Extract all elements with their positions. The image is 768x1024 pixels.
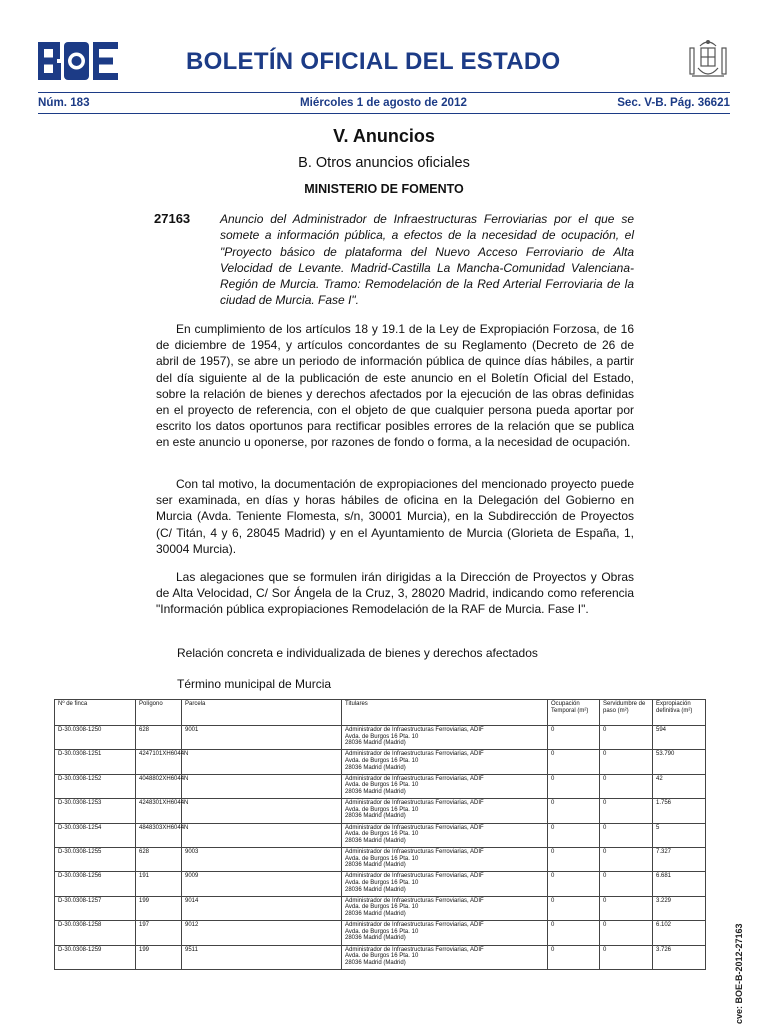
table-row bbox=[55, 872, 706, 896]
table-row bbox=[55, 847, 706, 871]
cell-servidumbre: 0 bbox=[600, 799, 653, 823]
header-expropiacion: Expropiación definitiva (m²) bbox=[653, 700, 706, 726]
cell-ocupacion: 0 bbox=[548, 896, 600, 920]
cell-servidumbre: 0 bbox=[600, 896, 653, 920]
titular-line: 28036 Madrid (Madrid) bbox=[345, 935, 406, 942]
titular-line: Avda. de Burgos 16 Pta. 10 bbox=[345, 879, 419, 886]
cell-poligono: 199 bbox=[136, 945, 182, 969]
cell-servidumbre: 0 bbox=[600, 921, 653, 945]
announcement-number: 27163 bbox=[154, 211, 191, 226]
cell-ocupacion: 0 bbox=[548, 750, 600, 774]
cell-titulares bbox=[342, 945, 548, 969]
titular-line: Avda. de Burgos 16 Pta. 10 bbox=[345, 904, 419, 911]
cell-poligono: 628 bbox=[136, 726, 182, 750]
cell-expropiacion: 6.681 bbox=[653, 872, 706, 896]
titular-line: 28036 Madrid (Madrid) bbox=[345, 959, 406, 966]
boe-logo bbox=[38, 42, 118, 80]
titular-line: 28036 Madrid (Madrid) bbox=[345, 862, 406, 869]
titular-line: Avda. de Burgos 16 Pta. 10 bbox=[345, 733, 419, 740]
titular-line: Administrador de Infraestructuras Ferroviarias, ADIF bbox=[345, 873, 484, 880]
cell-parcela bbox=[182, 823, 342, 847]
cell-ocupacion: 0 bbox=[548, 921, 600, 945]
cell-expropiacion: 7.327 bbox=[653, 847, 706, 871]
titular-line: Administrador de Infraestructuras Ferroviarias, ADIF bbox=[345, 897, 484, 904]
cell-expropiacion: 3.726 bbox=[653, 945, 706, 969]
cell-ocupacion: 0 bbox=[548, 823, 600, 847]
titular-line: 28036 Madrid (Madrid) bbox=[345, 837, 406, 844]
titular-line: 28036 Madrid (Madrid) bbox=[345, 764, 406, 771]
cell-parcela bbox=[182, 750, 342, 774]
cell-titulares bbox=[342, 774, 548, 798]
cell-poligono: 628 bbox=[136, 847, 182, 871]
titular-line: Administrador de Infraestructuras Ferroviarias, ADIF bbox=[345, 946, 484, 953]
table-header-row bbox=[55, 700, 706, 726]
table-row bbox=[55, 823, 706, 847]
titular-line: 28036 Madrid (Madrid) bbox=[345, 910, 406, 917]
table-row bbox=[55, 921, 706, 945]
titular-line: Avda. de Burgos 16 Pta. 10 bbox=[345, 953, 419, 960]
table-row bbox=[55, 945, 706, 969]
cell-titulares bbox=[342, 847, 548, 871]
titular-line: Avda. de Burgos 16 Pta. 10 bbox=[345, 831, 419, 838]
cell-servidumbre: 0 bbox=[600, 750, 653, 774]
titular-line: Administrador de Infraestructuras Ferroviarias, ADIF bbox=[345, 824, 484, 831]
table-row bbox=[55, 726, 706, 750]
cell-expropiacion: 53.790 bbox=[653, 750, 706, 774]
cell-ocupacion: 0 bbox=[548, 774, 600, 798]
cell-parcela: 9012 bbox=[182, 921, 342, 945]
table-row bbox=[55, 799, 706, 823]
titular-line: Avda. de Burgos 16 Pta. 10 bbox=[345, 806, 419, 813]
titular-line: Avda. de Burgos 16 Pta. 10 bbox=[345, 855, 419, 862]
section-page: Sec. V-B. Pág. 36621 bbox=[617, 96, 730, 109]
cell-expropiacion: 594 bbox=[653, 726, 706, 750]
section-heading: V. Anuncios bbox=[333, 126, 435, 146]
cell-parcela bbox=[182, 774, 342, 798]
cell-ocupacion: 0 bbox=[548, 872, 600, 896]
cell-parcela: 9001 bbox=[182, 726, 342, 750]
cell-poligono: 191 bbox=[136, 872, 182, 896]
titular-line: 28036 Madrid (Madrid) bbox=[345, 813, 406, 820]
header-poligono: Polígono bbox=[136, 700, 182, 726]
section-subheading: B. Otros anuncios oficiales bbox=[298, 155, 470, 171]
cell-expropiacion: 6.102 bbox=[653, 921, 706, 945]
cell-titulares bbox=[342, 799, 548, 823]
header-finca: Nº de finca bbox=[55, 700, 136, 726]
cell-titulares bbox=[342, 896, 548, 920]
titular-line: 28036 Madrid (Madrid) bbox=[345, 740, 406, 747]
cell-finca: D-30.0308-1251 bbox=[55, 750, 136, 774]
cell-finca: D-30.0308-1259 bbox=[55, 945, 136, 969]
cell-titulares bbox=[342, 921, 548, 945]
cell-parcela: 9511 bbox=[182, 945, 342, 969]
cell-parcela: 9003 bbox=[182, 847, 342, 871]
cell-titulares bbox=[342, 872, 548, 896]
titular-line: 28036 Madrid (Madrid) bbox=[345, 886, 406, 893]
header-titulares: Titulares bbox=[342, 700, 548, 726]
titular-line: Avda. de Burgos 16 Pta. 10 bbox=[345, 928, 419, 935]
cell-poligono: 4048802XH6044N bbox=[136, 774, 182, 798]
cell-poligono: 199 bbox=[136, 896, 182, 920]
coat-of-arms-icon bbox=[686, 36, 730, 82]
cell-poligono: 4247101XH6044N bbox=[136, 750, 182, 774]
cell-finca: D-30.0308-1254 bbox=[55, 823, 136, 847]
cell-ocupacion: 0 bbox=[548, 847, 600, 871]
cell-ocupacion: 0 bbox=[548, 726, 600, 750]
paragraph-3: Las alegaciones que se formulen irán dirigidas a la Dirección de Proyectos y Obras de Alta Velocidad, C/ Sor Ángela de la Cruz, 3, 28020 Madrid, indicando como referencia "Información pública expropiaciones Remodelación de la RAF de Murcia. Fase I". bbox=[156, 570, 634, 617]
cell-titulares bbox=[342, 726, 548, 750]
cell-parcela: 9009 bbox=[182, 872, 342, 896]
cell-parcela: 9014 bbox=[182, 896, 342, 920]
cell-finca: D-30.0308-1250 bbox=[55, 726, 136, 750]
ministry-heading: MINISTERIO DE FOMENTO bbox=[304, 182, 464, 196]
relation-line: Relación concreta e individualizada de bienes y derechos afectados bbox=[177, 646, 538, 660]
header-servidumbre: Servidumbre de paso (m²) bbox=[600, 700, 653, 726]
cell-servidumbre: 0 bbox=[600, 823, 653, 847]
cell-expropiacion: 42 bbox=[653, 774, 706, 798]
cell-servidumbre: 0 bbox=[600, 945, 653, 969]
titular-line: Avda. de Burgos 16 Pta. 10 bbox=[345, 782, 419, 789]
table-row bbox=[55, 896, 706, 920]
cell-finca: D-30.0308-1253 bbox=[55, 799, 136, 823]
cell-ocupacion: 0 bbox=[548, 945, 600, 969]
cell-servidumbre: 0 bbox=[600, 726, 653, 750]
cell-finca: D-30.0308-1255 bbox=[55, 847, 136, 871]
cell-titulares bbox=[342, 823, 548, 847]
cell-poligono: 4248301XH6044N bbox=[136, 799, 182, 823]
titular-line: Avda. de Burgos 16 Pta. 10 bbox=[345, 757, 419, 764]
affected-properties-table bbox=[54, 699, 706, 970]
paragraph-1: En cumplimiento de los artículos 18 y 19.1 de la Ley de Expropiación Forzosa, de 16 de diciembre de 1954, y artículos concordantes de su Reglamento (Decreto de 26 de abril de 1957), se abre un periodo de información pública de quince días hábiles, a partir del día siguiente al de la publicación de este anuncio en el Boletín Oficial del Estado, sobre la relación de bienes y derechos afectados por la ejecución de las obras definidas en el proyecto de referencia, con el objeto de que cualquier persona pueda aportar por escrito los datos oportunos para rectificar posibles errores de la relación que se publica en este anuncio u oponerse, por razones de fondo o forma, a la necesidad de ocupación. bbox=[156, 322, 634, 450]
titular-line: Administrador de Infraestructuras Ferroviarias, ADIF bbox=[345, 727, 484, 733]
issue-number: Núm. 183 bbox=[38, 96, 90, 109]
table-row bbox=[55, 750, 706, 774]
cell-titulares bbox=[342, 750, 548, 774]
cell-expropiacion: 5 bbox=[653, 823, 706, 847]
table-row bbox=[55, 774, 706, 798]
titular-line: 28036 Madrid (Madrid) bbox=[345, 788, 406, 795]
cve-code: cve: BOE-B-2012-27163 bbox=[734, 923, 744, 1024]
titular-line: Administrador de Infraestructuras Ferroviarias, ADIF bbox=[345, 775, 484, 782]
cell-expropiacion: 3.229 bbox=[653, 896, 706, 920]
cell-finca: D-30.0308-1256 bbox=[55, 872, 136, 896]
cell-servidumbre: 0 bbox=[600, 847, 653, 871]
titular-line: Administrador de Infraestructuras Ferroviarias, ADIF bbox=[345, 922, 484, 929]
cell-finca: D-30.0308-1257 bbox=[55, 896, 136, 920]
titular-line: Administrador de Infraestructuras Ferroviarias, ADIF bbox=[345, 751, 484, 758]
cell-parcela bbox=[182, 799, 342, 823]
municipality-line: Término municipal de Murcia bbox=[177, 677, 332, 691]
cell-expropiacion: 1.756 bbox=[653, 799, 706, 823]
issue-date: Miércoles 1 de agosto de 2012 bbox=[300, 96, 467, 109]
cell-servidumbre: 0 bbox=[600, 774, 653, 798]
cell-servidumbre: 0 bbox=[600, 872, 653, 896]
cell-finca: D-30.0308-1258 bbox=[55, 921, 136, 945]
header-rule-top bbox=[38, 92, 730, 93]
header-ocupacion: Ocupación Temporal (m²) bbox=[548, 700, 600, 726]
titular-line: Administrador de Infraestructuras Ferroviarias, ADIF bbox=[345, 848, 484, 855]
cell-poligono: 4848303XH6044N bbox=[136, 823, 182, 847]
titular-line: Administrador de Infraestructuras Ferroviarias, ADIF bbox=[345, 800, 484, 807]
paragraph-2: Con tal motivo, la documentación de expropiaciones del mencionado proyecto puede ser examinada, en días y horas hábiles de oficina en la Delegación del Gobierno en Murcia (Avda. Teniente Flomesta, s/n, 30001 Murcia), en la Subdirección de Proyectos (C/ Titán, 4 y 6, 28045 Madrid) y en el Ayuntamiento de Murcia (Glorieta de España, 1, 30004 Murcia). bbox=[156, 477, 634, 556]
announcement-summary: Anuncio del Administrador de Infraestructuras Ferroviarias por el que se somete a información pública, a efectos de la necesidad de ocupación, el "Proyecto básico de plataforma del Nuevo Acceso Ferroviario de Alta Velocidad de Levante. Madrid-Castilla La Mancha-Comunidad Valenciana-Región de Murcia. Tramo: Remodelación de la Red Arterial Ferroviaria de la ciudad de Murcia. Fase I". bbox=[220, 212, 634, 308]
header-parcela: Parcela bbox=[182, 700, 342, 726]
cell-ocupacion: 0 bbox=[548, 799, 600, 823]
cell-poligono: 197 bbox=[136, 921, 182, 945]
header-rule-bottom bbox=[38, 113, 730, 114]
publication-title: BOLETÍN OFICIAL DEL ESTADO bbox=[186, 48, 561, 75]
cell-finca: D-30.0308-1252 bbox=[55, 774, 136, 798]
